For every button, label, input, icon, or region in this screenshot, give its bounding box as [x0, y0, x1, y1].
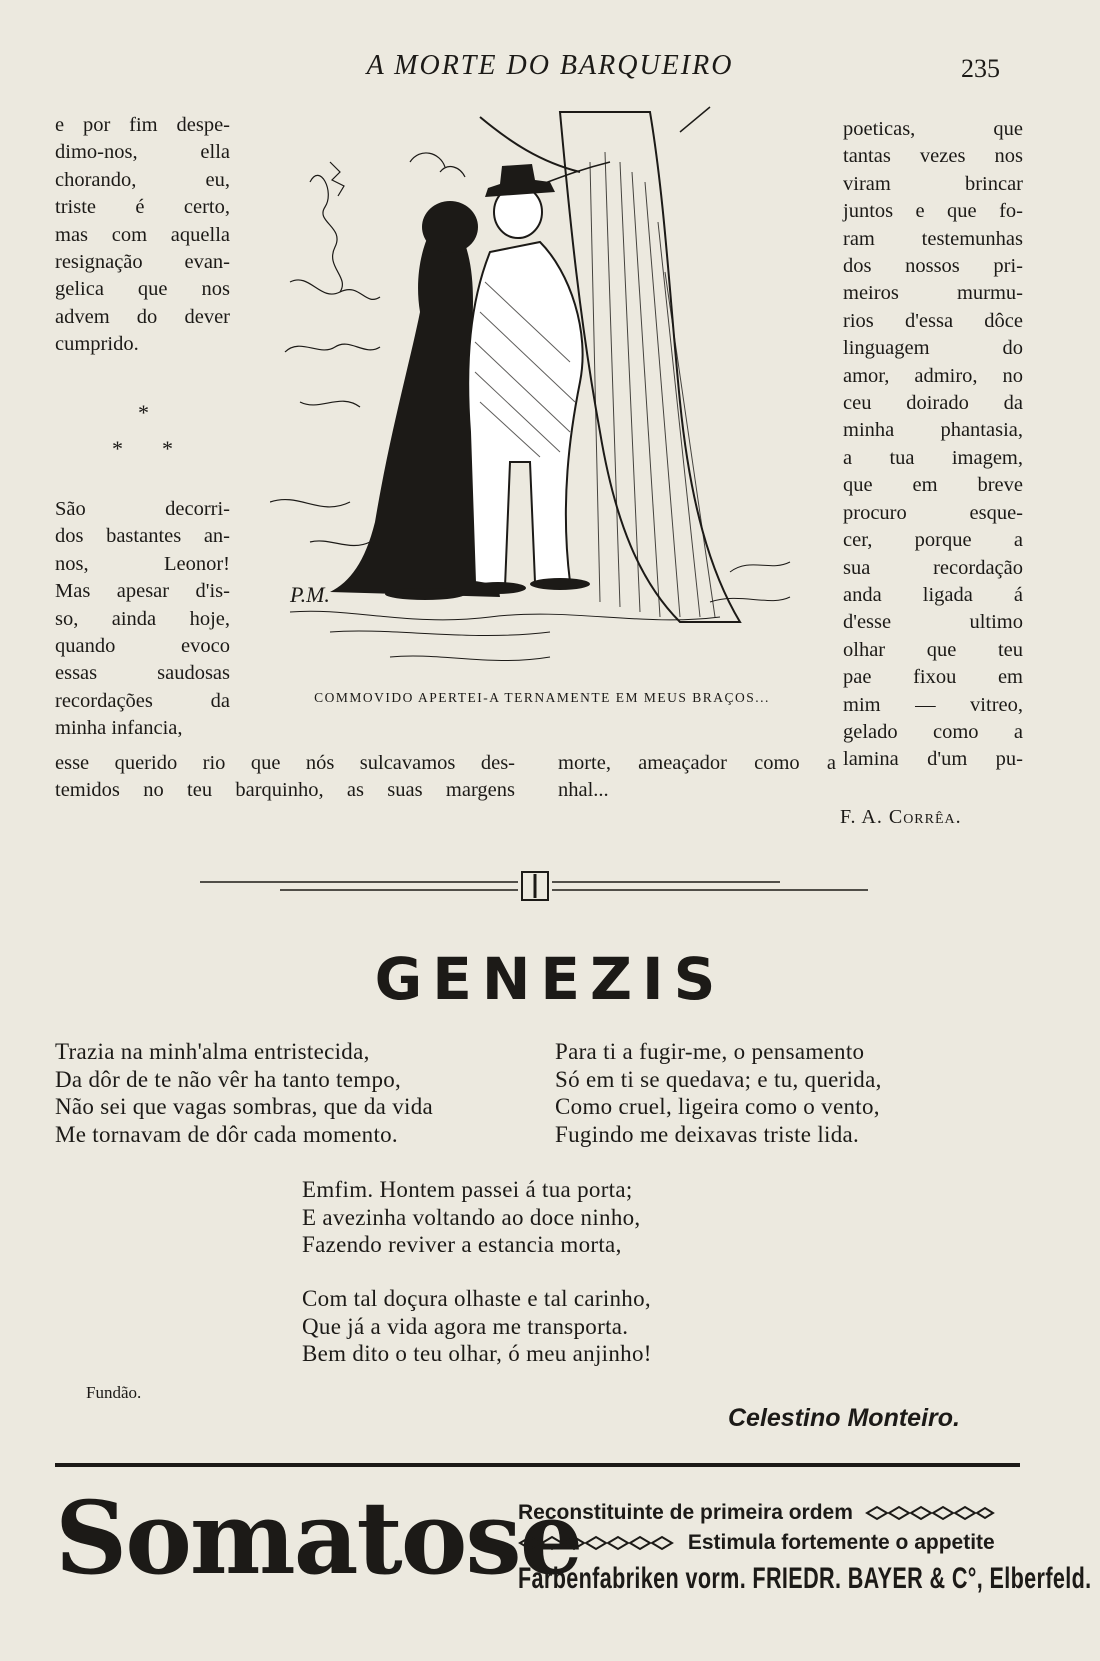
section-divider: [200, 868, 880, 908]
story-line: lamina d'um pu-: [843, 748, 1023, 771]
couple-embrace-illustration: [270, 102, 810, 682]
story-line: temidos no teu barquinho, as suas margens: [55, 779, 515, 802]
story-line: resignação evan-: [55, 251, 230, 274]
story-line: a tua imagem,: [843, 446, 1023, 469]
poem-verse-line: E avezinha voltando ao doce ninho,: [302, 1204, 641, 1230]
story-line: esse querido rio que nós sulcavamos des-: [55, 752, 515, 774]
story-line: mim — vitreo,: [843, 693, 1023, 716]
story-line: quando evoco: [55, 635, 230, 658]
story-line: d'esse ultimo: [843, 611, 1023, 634]
separator-star: *: [112, 436, 123, 461]
story-line: triste é certo,: [55, 196, 230, 219]
separator-star: *: [138, 400, 149, 425]
chain-ornament-icon: [865, 1505, 995, 1521]
poem-verse-line: Emfim. Hontem passei á tua porta;: [302, 1177, 633, 1202]
poem-verse-line: Fugindo me deixavas triste lida.: [555, 1122, 860, 1148]
story-bottom-middle: [558, 750, 836, 805]
story-line: meiros murmu-: [843, 282, 1023, 305]
story-line: chorando, eu,: [55, 168, 230, 191]
poem-verse-line: Da dôr de te não vêr ha tanto tempo,: [55, 1066, 402, 1092]
article-title: A MORTE DO BARQUEIRO: [366, 50, 734, 81]
story-line: Mas apesar d'is-: [55, 580, 230, 603]
story-line: que em breve: [843, 474, 1023, 497]
poem-verse-line: Fazendo reviver a estancia morta,: [302, 1232, 622, 1258]
story-line: so, ainda hoje,: [55, 607, 230, 630]
poem-verse-line: Bem dito o teu olhar, ó meu anjinho!: [302, 1341, 652, 1367]
story-left-column: [55, 112, 230, 359]
story-line: nos, Leonor!: [55, 552, 230, 575]
story-line: viram brincar: [843, 172, 1023, 195]
story-line: pae fixou em: [843, 666, 1023, 689]
story-line: ram testemunhas: [843, 227, 1023, 250]
poem-verse-line: Me tornavam de dôr cada momento.: [55, 1122, 398, 1148]
advert-brand: Somatose: [55, 1479, 582, 1597]
story-line: minha phantasia,: [843, 419, 1023, 442]
advert-line-2: Estimula fortemente o appetite: [518, 1531, 995, 1555]
story-line: dos bastantes an-: [55, 525, 230, 548]
story-line: mas com aquella: [55, 223, 230, 246]
story-line: procuro esque-: [843, 501, 1023, 524]
story-left-column-2: [55, 496, 230, 743]
story-line: São decorri-: [55, 498, 230, 520]
story-line: cumprido.: [55, 333, 139, 356]
story-line: linguagem do: [843, 337, 1023, 360]
poem-author: Celestino Monteiro.: [728, 1404, 960, 1432]
story-line: ceu doirado da: [843, 392, 1023, 415]
section-separator: [100, 400, 190, 460]
story-line: nhal...: [558, 779, 609, 802]
story-line: poeticas, que: [843, 118, 1023, 140]
advert-rule: [55, 1463, 1020, 1467]
story-line: advem do dever: [55, 305, 230, 328]
story-line: essas saudosas: [55, 662, 230, 685]
story-bottom-left: [55, 750, 515, 805]
poem-stanza-4: [302, 1285, 652, 1368]
story-line: amor, admiro, no: [843, 364, 1023, 387]
story-line: sua recordação: [843, 556, 1023, 579]
story-line: anda ligada á: [843, 583, 1023, 606]
poem-verse-line: Que já a vida agora me transporta.: [302, 1313, 629, 1339]
story-line: dos nossos pri-: [843, 255, 1023, 278]
separator-star: *: [162, 436, 173, 461]
story-line: rios d'essa dôce: [843, 309, 1023, 332]
poem-title: GENEZIS: [374, 945, 726, 1013]
advert-line-3: Farbenfabriken vorm. FRIEDR. BAYER & C°, Elberfeld.: [518, 1562, 1092, 1595]
story-line: morte, ameaçador como a: [558, 752, 836, 774]
story-line: tantas vezes nos: [843, 145, 1023, 168]
poem-stanza-1: [55, 1038, 433, 1149]
story-right-column: [843, 116, 1023, 774]
page-number: 235: [961, 54, 1000, 83]
illustration-caption: COMMOVIDO APERTEI-A TERNAMENTE EM MEUS BRAÇOS...: [314, 690, 770, 705]
poem-place: Fundão.: [86, 1383, 142, 1402]
story-line: dimo-nos, ella: [55, 141, 230, 164]
story-line: olhar que teu: [843, 638, 1023, 661]
poem-stanza-3: [302, 1176, 640, 1259]
story-author: F. A. Corrêa.: [840, 806, 962, 828]
story-line: e por fim despe-: [55, 114, 230, 136]
story-line: gelado como a: [843, 720, 1023, 743]
story-line: minha infancia,: [55, 717, 183, 740]
poem-stanza-2: [555, 1038, 882, 1149]
poem-verse-line: Com tal doçura olhaste e tal carinho,: [302, 1286, 651, 1311]
poem-verse-line: Trazia na minh'alma entristecida,: [55, 1039, 370, 1064]
poem-verse-line: Como cruel, ligeira como o vento,: [555, 1094, 880, 1120]
poem-verse-line: Para ti a fugir-me, o pensamento: [555, 1039, 865, 1064]
illustration-signature: P.M.: [290, 582, 330, 607]
story-line: recordações da: [55, 689, 230, 712]
poem-verse-line: Não sei que vagas sombras, que da vida: [55, 1094, 434, 1120]
poem-verse-line: Só em ti se quedava; e tu, querida,: [555, 1066, 882, 1092]
advert-line-1: Reconstituinte de primeira ordem: [518, 1501, 995, 1525]
story-line: juntos e que fo-: [843, 200, 1023, 223]
chain-ornament-icon: [518, 1535, 678, 1551]
story-line: gelica que nos: [55, 278, 230, 301]
story-line: cer, porque a: [843, 529, 1023, 552]
